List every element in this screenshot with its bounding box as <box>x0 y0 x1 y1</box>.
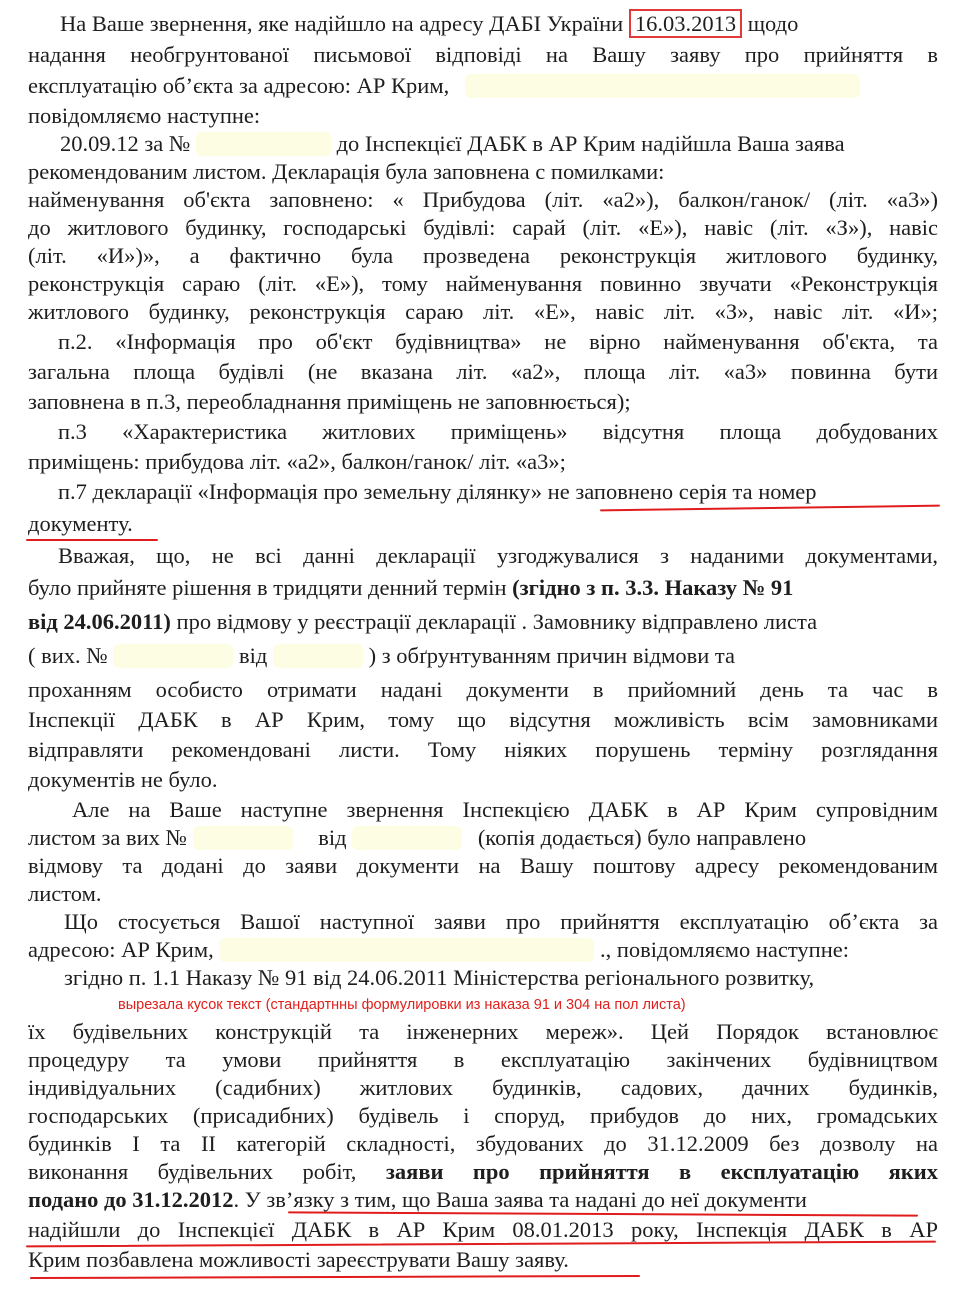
p2-line-1 <box>60 130 938 158</box>
p2-line-7: житлового будинку, реконструкція сараю літ. «Е», навіс літ. «З», навіс літ. «И»; <box>28 299 938 324</box>
p2-line-5: (літ. «И»)», а фактично була прозведена реконструкція житлового будинку, <box>28 243 938 268</box>
underlined-text: не заповнено серія та номер <box>547 479 817 504</box>
p7-line-2 <box>28 824 938 852</box>
p2-line-6: реконструкція сараю (літ. «Е»), тому найменування повинно звучати «Реконструкція <box>28 271 938 296</box>
p9-line-3: індивідуальних (садибних) житлових будинків, садових, дачних будинків, <box>28 1075 938 1100</box>
bold-text: від 24.06.2011) <box>28 609 171 634</box>
p9-line-4: господарських (присадибних) будівель і споруд, прибудов до них, громадських <box>28 1103 938 1128</box>
redacted-number <box>113 644 233 668</box>
text: було прийняте рішення в тридцяти денний термін <box>28 575 507 600</box>
bold-text: заяви про прийняття в експлуатацію яких <box>385 1159 938 1184</box>
p9-line-6 <box>28 1158 938 1186</box>
annotation-note: вырезала кусок текст (стандартнны формулировки из наказа 91 и 304 на пол листа) <box>118 997 686 1013</box>
p8-line-1: Що стосується Вашої наступної заяви про прийняття експлуатацію об’єкта за <box>64 909 938 934</box>
text: експлуатацію об’єкта за адресою: АР Крим, <box>28 73 450 98</box>
p8-line-2 <box>28 936 938 964</box>
p3-line-2: загальна площа будівлі (не вказана літ. «а2», площа літ. «а3» повинна бути <box>28 359 938 384</box>
p2-line-3: найменування об'єкта заповнено: « Прибудова (літ. «а2»), балкон/ганок/ (літ. «а3») <box>28 187 938 212</box>
p4-line-2: приміщень: прибудова літ. «а2», балкон/ганок/ літ. «а3»; <box>28 449 566 474</box>
p1-line-1 <box>60 10 938 38</box>
p9-line-2: процедуру та умови прийняття в експлуатацію закінчених будівництвом <box>28 1047 938 1072</box>
p4-line-1: п.3 «Характеристика житлових приміщень» відсутня площа добудованих <box>58 419 938 444</box>
p1-line-3 <box>28 72 938 100</box>
p7-line-4: листом. <box>28 881 102 906</box>
p6-line-7: відправляти рекомендовані листи. Тому ніяких порушень терміну розглядання <box>28 737 938 762</box>
redacted-address <box>465 74 860 98</box>
text: ( вих. № <box>28 643 108 668</box>
p6-line-5: проханням особисто отримати надані документи в прийомний день та час в <box>28 677 938 702</box>
p2-line-2: рекомендованим листом. Декларація була заповнена с помилками: <box>28 159 665 184</box>
bold-text: подано до 31.12.2012 <box>28 1187 234 1212</box>
highlighted-date: 16.03.2013 <box>629 9 742 38</box>
text: адресою: АР Крим, <box>28 937 214 962</box>
p3-line-1: п.2. «Інформація про об'єкт будівництва» не вірно найменування об'єкта, та <box>58 329 938 354</box>
p6-line-6: Інспекції ДАБК в АР Крим, тому що відсутня можливість всім замовниками <box>28 707 938 732</box>
p9-line-9: Крим позбавлена можливості зареєструвати Вашу заяву. <box>28 1247 569 1272</box>
text: листом за вих № <box>28 825 187 850</box>
p6-line-1: Вважая, що, не всі данні декларації узгоджувалися з наданими документами, <box>58 543 938 568</box>
text: щодо <box>747 11 799 36</box>
redacted-date <box>352 826 462 850</box>
bold-text: (згідно з п. 3.3. Наказу № 91 <box>512 575 794 600</box>
p8-line-3: згідно п. 1.1 Наказу № 91 від 24.06.2011 Міністерства регіонального розвитку, <box>64 965 815 990</box>
p9-line-1: їх будівельних конструкцій та інженерних мереж». Цей Порядок встановлює <box>28 1019 938 1044</box>
p7-line-1: Але на Ваше наступне звернення Інспекцією ДАБК в АР Крим супровідним <box>72 797 938 822</box>
p9-line-8: надійшли до Інспекцієї ДАБК в АР Крим 08.01.2013 року, Інспекція ДАБК в АР <box>28 1217 938 1242</box>
text: . У зв’язку з тим, що Ваша заява та надані до неї документи <box>233 1187 807 1212</box>
red-underline <box>30 1275 640 1279</box>
text: до Інспекцієї ДАБК в АР Крим надійшла Ваша заява <box>336 131 845 156</box>
text: від <box>318 825 347 850</box>
p1-line-2: надання необгрунтованої письмової відповіді на Вашу заяву про прийняття в <box>28 42 938 67</box>
p9-line-5: будинків І та ІІ категорій складності, збудованих до 31.12.2009 без дозволу на <box>28 1131 938 1156</box>
redacted-number <box>196 132 331 156</box>
p2-line-4: до житлового будинку, господарські будівлі: сарай (літ. «Е»), навіс (літ. «З»), навіс <box>28 215 938 240</box>
redacted-number <box>193 826 293 850</box>
redacted-date <box>273 644 363 668</box>
p5-line-1 <box>58 478 938 506</box>
p9-line-7 <box>28 1186 938 1214</box>
p6-line-2 <box>28 574 938 602</box>
p6-line-4 <box>28 642 938 670</box>
p3-line-3: заповнена в п.3, переобладнання приміщень не заповнюється); <box>28 389 631 414</box>
text: 20.09.12 за № <box>60 131 191 156</box>
p6-line-8: документів не було. <box>28 767 218 792</box>
text: п.7 декларації «Інформація про земельну ділянку» <box>58 479 543 504</box>
p6-line-3 <box>28 608 938 636</box>
text: виконання будівельних робіт, <box>28 1159 357 1184</box>
red-underline <box>26 539 158 541</box>
text: про відмову у реєстрації декларації . Замовнику відправлено листа <box>176 609 818 634</box>
text: (копія додається) було направлено <box>477 825 807 850</box>
p1-line-4: повідомляємо наступне: <box>28 103 261 128</box>
p7-line-3: відмову та додані до заяви документи на Вашу поштову адресу рекомендованим <box>28 853 938 878</box>
text: від <box>239 643 268 668</box>
text: ., повідомляємо наступне: <box>599 937 849 962</box>
text: ) з обґрунтуванням причин відмови та <box>368 643 735 668</box>
text: На Ваше звернення, яке надійшло на адресу ДАБІ України <box>60 11 624 36</box>
p5-line-2: документу. <box>28 511 133 536</box>
redacted-address <box>219 938 594 962</box>
